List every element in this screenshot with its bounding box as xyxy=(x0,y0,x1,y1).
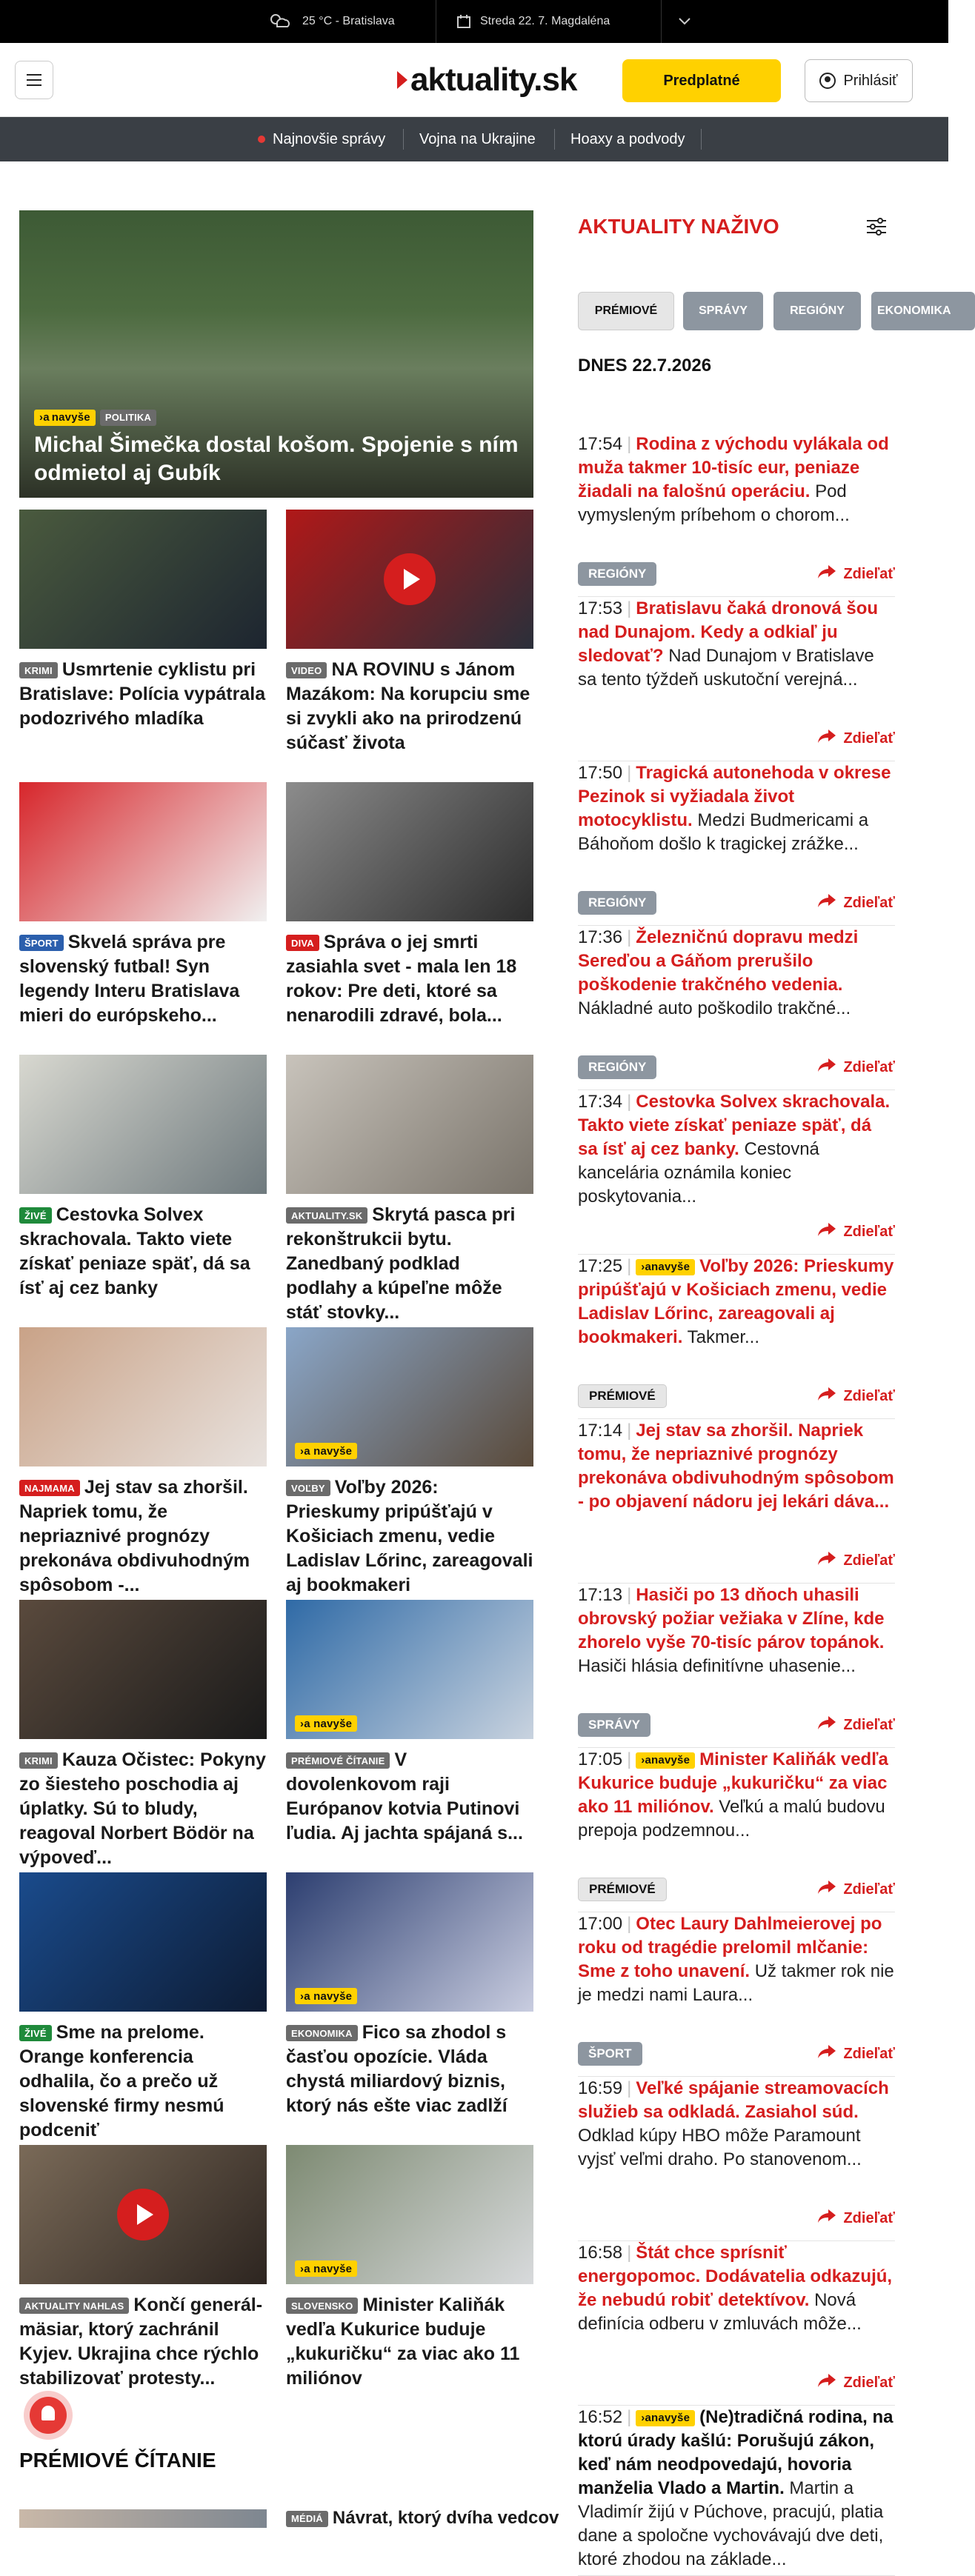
article-title: Voľby 2026: Prieskumy pripúšťajú v Košiciach zmenu, vedie Ladislav Lőrinc, zareagovali aj bookmakeri xyxy=(286,1477,533,1595)
date-widget xyxy=(456,0,610,43)
nav-item-ukraine[interactable]: Vojna na Ukrajine xyxy=(419,130,536,147)
share-button[interactable]: Zdieľať xyxy=(816,1549,895,1572)
share-icon xyxy=(816,728,837,749)
article-image xyxy=(286,1600,533,1739)
navyse-badge: ›a navyše xyxy=(295,2260,357,2277)
live-item[interactable]: 16:58 | Štát chce sprísniť energopomoc. Dodávatelia odkazujú, že nebudú robiť detektívov. Nová definícia odberu v zmluvách môže... Zdieľať xyxy=(578,2241,895,2406)
live-headline: Bratislavu čaká dronová šou nad Dunajom. Kedy a odkiaľ ju sledovať? xyxy=(578,598,879,666)
hamburger-icon xyxy=(27,74,41,76)
logo-chevron-icon xyxy=(397,71,407,89)
share-icon xyxy=(816,1221,837,1242)
calendar-icon xyxy=(456,14,471,29)
live-excerpt: Odklad kúpy HBO môže Paramount vyjsť veľmi draho. Po stanovenom... xyxy=(578,2126,862,2169)
article-title: Minister Kaliňák vedľa Kukurice buduje „kukuričku“ za viac ako 11 miliónov xyxy=(286,2295,520,2389)
article-card[interactable] xyxy=(19,782,267,1028)
live-excerpt: Martin a Vladimír žijú v Púchove, pracujú, platia dane a spoločne vychovávajú dve deti, ktoré zhodou na základe... xyxy=(578,2478,884,2569)
navyse-badge: ›a navyše xyxy=(295,1715,357,1732)
category-badge: ŠPORT xyxy=(19,935,64,951)
live-tag[interactable]: REGIÓNY xyxy=(578,1055,656,1079)
hero-article[interactable] xyxy=(19,210,533,498)
live-item[interactable]: 16:59 | Veľké spájanie streamovacích služieb sa odkladá. Zasiahol súd. Odklad kúpy HBO môže Paramount vyjsť veľmi draho. Po stanovenom... Zdieľať xyxy=(578,2077,895,2241)
article-card[interactable] xyxy=(19,510,267,731)
article-title: Končí generál-mäsiar, ktorý zachránil Kyjev. Ukrajina chce rýchlo stabilizovať protesty... xyxy=(19,2295,263,2389)
live-item[interactable]: 17:36 | Železničnú dopravu medzi Sereďou a Gáňom prerušilo poškodenie trakčného vedenia. Nákladné auto poškodilo trakčné... REGIÓNY Zdieľať xyxy=(578,926,895,1090)
live-excerpt: Pod vymysleným príbehom o chorom... xyxy=(578,481,850,525)
topbar-expand-button[interactable] xyxy=(679,0,691,43)
user-icon xyxy=(819,73,836,89)
live-time: 17:53 xyxy=(578,598,623,618)
share-icon xyxy=(816,1715,837,1735)
live-heading: AKTUALITY NAŽIVO xyxy=(578,215,779,238)
live-headline: Hasiči po 13 dňoch uhasili obrovský požiar vežiaka v Zlíne, kde zhorelo vyše 70-tisíc párov topánok. xyxy=(578,1585,885,1652)
article-title: Jej stav sa zhoršil. Napriek tomu, že nepriaznivé prognózy prekonáva obdivuhodným spôsobom -... xyxy=(19,1477,250,1595)
live-time: 17:25 xyxy=(578,1256,623,1276)
navyse-badge: ›a navyše xyxy=(34,410,96,426)
live-tag[interactable]: ŠPORT xyxy=(578,2042,642,2066)
navyse-badge: ›a navyše xyxy=(636,2410,695,2426)
live-dot-icon xyxy=(258,136,265,143)
article-card[interactable] xyxy=(19,1055,267,1301)
live-item[interactable]: 17:53 | Bratislavu čaká dronová šou nad Dunajom. Kedy a odkiaľ ju sledovať? Nad Dunajom v Bratislave sa tento týždeň uskutoční verejná... Zdieľať xyxy=(578,597,895,761)
chip-economy[interactable]: EKONOMIKA xyxy=(871,292,975,330)
article-title: Fico sa zhodol s časťou opozície. Vláda chystá miliardový biznis, ktorý nás ešte viac zadlží xyxy=(286,2022,508,2116)
article-card[interactable] xyxy=(19,2145,267,2391)
article-image xyxy=(19,510,267,649)
site-logo[interactable]: aktuality.sk xyxy=(397,61,578,99)
live-item[interactable]: 17:14 | Jej stav sa zhoršil. Napriek tomu, že nepriaznivé prognózy prekonáva obdivuhodným spôsobom - po objavení nádoru jej lekári dáva... Zdieľať xyxy=(578,1419,895,1584)
share-icon xyxy=(816,892,837,913)
live-headline: Cestovka Solvex skrachovala. Takto viete získať peniaze späť, dá sa ísť aj cez banky. xyxy=(578,1092,891,1159)
live-item[interactable]: 17:13 | Hasiči po 13 dňoch uhasili obrovský požiar vežiaka v Zlíne, kde zhorelo vyše 70-tisíc párov topánok. Hasiči hlásia definitívne uhasenie... SPRÁVY Zdieľať xyxy=(578,1584,895,1748)
live-time: 17:14 xyxy=(578,1421,623,1441)
category-badge: AKTUALITY NAHLAS xyxy=(19,2298,129,2314)
category-badge: VOĽBY xyxy=(286,1480,330,1496)
live-headline: Veľké spájanie streamovacích služieb sa odkladá. Zasiahol súd. xyxy=(578,2078,889,2122)
live-excerpt: Nová definícia odberu v zmluvách môže... xyxy=(578,2290,862,2334)
live-headline: Rodina z východu vylákala od muža takmer 10-tisíc eur, peniaze žiadali na falošnú operáciu. xyxy=(578,434,889,501)
live-excerpt: Už takmer rok nie je medzi nami Laura... xyxy=(578,1961,894,2005)
share-icon xyxy=(816,1386,837,1407)
article-title: V dovolenkovom raji Európanov kotvia Putinovi ľudia. Aj jachta spájaná s... xyxy=(286,1749,523,1843)
category-badge: POLITIKA xyxy=(100,410,156,426)
navyse-badge: ›a navyše xyxy=(295,1443,357,1459)
navyse-badge: ›a navyše xyxy=(295,1988,357,2004)
share-button[interactable]: Zdieľať xyxy=(816,1055,895,1079)
share-button[interactable]: Zdieľať xyxy=(816,1878,895,1901)
category-badge: DIVA xyxy=(286,935,319,951)
article-card[interactable] xyxy=(286,782,533,1028)
subscribe-button[interactable]: Predplatné xyxy=(622,59,781,102)
share-button[interactable]: Zdieľať xyxy=(816,1384,895,1408)
divider xyxy=(661,0,662,43)
navyse-badge: ›a navyše xyxy=(636,1259,695,1275)
weather-sun-icon xyxy=(267,10,293,33)
nav-item-hoaxes[interactable]: Hoaxy a podvody xyxy=(570,130,685,147)
divider xyxy=(403,129,404,150)
live-time: 16:59 xyxy=(578,2078,623,2098)
premium-section-title: PRÉMIOVÉ ČÍTANIE xyxy=(19,2449,216,2472)
category-badge: KRIMI xyxy=(19,662,58,678)
article-image xyxy=(19,1055,267,1194)
share-icon xyxy=(816,2043,837,2064)
category-badge: KRIMI xyxy=(19,1752,58,1769)
category-badge: VIDEO xyxy=(286,662,327,678)
live-headline: Minister Kaliňák vedľa Kukurice buduje „kukuričku“ za viac ako 11 miliónov. xyxy=(578,1749,888,1817)
article-title: Skrytá pasca pri rekonštrukcii bytu. Zanedbaný podklad podlahy a kúpeľne môže stáť stovky... xyxy=(286,1204,516,1323)
category-chips xyxy=(578,292,951,330)
divider xyxy=(554,129,555,150)
article-card[interactable] xyxy=(19,1327,267,1598)
live-excerpt: Medzi Budmericami a Báhoňom došlo k tragickej zrážke... xyxy=(578,810,869,854)
weather-widget[interactable] xyxy=(267,0,395,43)
play-icon[interactable] xyxy=(117,2189,169,2240)
article-card[interactable] xyxy=(286,2145,533,2391)
share-button[interactable]: Zdieľať xyxy=(816,1220,895,1244)
live-headline: Železničnú dopravu medzi Sereďou a Gáňom prerušilo poškodenie trakčného vedenia. xyxy=(578,927,859,995)
menu-button[interactable] xyxy=(15,61,53,99)
article-image xyxy=(19,2145,267,2284)
live-tag[interactable]: PRÉMIOVÉ xyxy=(578,1878,667,1901)
category-badge: SLOVENSKO xyxy=(286,2298,358,2314)
live-headline: (Ne)tradičná rodina, na ktorú úrady kašlú: Porušujú zákon, keď nám neodpovedajú, hovoria manželia Vlado a Martin. xyxy=(578,2407,894,2498)
category-badge: PRÉMIOVÉ ČÍTANIE xyxy=(286,1752,390,1769)
live-item[interactable]: 17:00 | Otec Laury Dahlmeierovej po roku od tragédie prelomil mlčanie: Sme z toho unavení. Už takmer rok nie je medzi nami Laura... ŠPORT Zdieľať xyxy=(578,1912,895,2077)
live-time: 17:13 xyxy=(578,1585,623,1605)
article-image xyxy=(286,782,533,921)
share-icon xyxy=(816,1879,837,1900)
site-header xyxy=(0,43,948,117)
article-image xyxy=(286,1327,533,1466)
live-item[interactable]: 17:54 | Rodina z východu vylákala od muža takmer 10-tisíc eur, peniaze žiadali na falošnú operáciu. Pod vymysleným príbehom o chorom... REGIÓNY Zdieľať xyxy=(578,433,895,597)
play-icon[interactable] xyxy=(384,553,436,605)
article-title: Skvelá správa pre slovenský futbal! Syn legendy Interu Bratislava mieri do európskeho... xyxy=(19,932,240,1026)
live-tag[interactable]: PRÉMIOVÉ xyxy=(578,1384,667,1408)
share-icon xyxy=(816,2208,837,2229)
share-icon xyxy=(816,1550,837,1571)
live-time: 16:58 xyxy=(578,2243,623,2263)
category-badge: ŽIVÉ xyxy=(19,1207,52,1224)
chevron-down-icon xyxy=(679,18,691,25)
divider xyxy=(701,129,702,150)
live-excerpt: Cestovná kancelária oznámila koniec poskytovania... xyxy=(578,1139,819,1207)
category-badge: NAJMAMA xyxy=(19,1480,80,1496)
nav-item-latest[interactable]: Najnovšie správy xyxy=(258,117,385,161)
article-title: Kauza Očistec: Pokyny zo šiesteho poschodia aj úplatky. Sú to bludy, reagoval Norbert Bödör na výpoveď... xyxy=(19,1749,266,1868)
article-card[interactable] xyxy=(286,1055,533,1325)
article-image xyxy=(19,1327,267,1466)
chip-news[interactable]: SPRÁVY xyxy=(683,292,763,330)
category-badge: ŽIVÉ xyxy=(19,2025,52,2041)
live-time: 17:54 xyxy=(578,434,623,454)
share-button[interactable]: Zdieľať xyxy=(816,2042,895,2066)
live-excerpt: Nákladné auto poškodilo trakčné... xyxy=(578,998,851,1018)
share-icon xyxy=(816,2372,837,2393)
share-button[interactable]: Zdieľať xyxy=(816,1713,895,1737)
live-item[interactable]: 17:05 | ›a navyše Minister Kaliňák vedľa Kukurice buduje „kukuričku“ za viac ako 11 miliónov. Veľkú a malú budovu prepoja podzemnou... PRÉMIOVÉ Zdieľať xyxy=(578,1748,895,1912)
live-item[interactable]: 17:50 | Tragická autonehoda v okrese Pezinok si vyžiadala život motocyklistu. Medzi Budmericami a Báhoňom došlo k tragickej zrážke... REGIÓNY Zdieľať xyxy=(578,761,895,926)
chip-premium[interactable]: PRÉMIOVÉ xyxy=(578,292,674,330)
share-icon xyxy=(816,564,837,584)
premium-teaser-image[interactable] xyxy=(19,2509,267,2528)
article-image xyxy=(19,1600,267,1739)
article-card[interactable] xyxy=(19,1872,267,2143)
category-badge: AKTUALITY.SK xyxy=(286,1207,367,1224)
live-excerpt: Nad Dunajom v Bratislave sa tento týždeň uskutoční verejná... xyxy=(578,646,874,690)
article-card[interactable] xyxy=(286,1600,533,1846)
top-info-bar xyxy=(0,0,948,43)
article-image xyxy=(19,1872,267,2012)
live-tag[interactable]: REGIÓNY xyxy=(578,891,656,915)
login-button[interactable]: Prihlásiť xyxy=(805,59,913,102)
main-navigation xyxy=(0,117,948,161)
live-item[interactable]: 16:52 | ›a navyše (Ne)tradičná rodina, na ktorú úrady kašlú: Porušujú zákon, keď nám neodpovedajú, hovoria manželia Vlado a Martin. Martin a Vladimír žijú v Púchove, pracujú, platia dane a spoločne vychovávajú dve deti, ktoré zhodou na základe... xyxy=(578,2406,895,2576)
chip-regions[interactable]: REGIÓNY xyxy=(773,292,861,330)
live-time: 17:36 xyxy=(578,927,623,947)
hero-title: ›a navyše POLITIKA Michal Šimečka dostal košom. Spojenie s ním odmietol aj Gubík xyxy=(34,411,519,485)
article-image xyxy=(19,782,267,921)
live-headline: Otec Laury Dahlmeierovej po roku od tragédie prelomil mlčanie: Sme z toho unavení. xyxy=(578,1914,882,1981)
live-tag[interactable]: SPRÁVY xyxy=(578,1713,650,1737)
article-image xyxy=(286,2145,533,2284)
article-title: Správa o jej smrti zasiahla svet - mala len 18 rokov: Pre deti, ktoré sa nenarodili zdravé, bola... xyxy=(286,932,517,1026)
live-time: 17:34 xyxy=(578,1092,623,1112)
share-button[interactable]: Zdieľať xyxy=(816,562,895,586)
weather-text: 25 °C - Bratislava xyxy=(302,15,395,27)
article-title: Cestovka Solvex skrachovala. Takto viete získať peniaze späť, dá sa ísť aj cez banky xyxy=(19,1204,250,1298)
share-button[interactable]: Zdieľať xyxy=(816,727,895,750)
date-text: Streda 22. 7. Magdaléna xyxy=(480,15,610,27)
live-excerpt: Hasiči hlásia definitívne uhasenie... xyxy=(578,1656,856,1676)
live-date: DNES 22.7.2026 xyxy=(578,356,712,376)
filter-settings-icon[interactable] xyxy=(867,218,886,236)
share-icon xyxy=(816,1057,837,1078)
article-card[interactable] xyxy=(286,1327,533,1598)
article-card[interactable] xyxy=(19,1600,267,1870)
live-tag[interactable]: REGIÓNY xyxy=(578,562,656,586)
navyse-badge: ›a navyše xyxy=(636,1752,695,1769)
live-time: 17:05 xyxy=(578,1749,623,1769)
category-badge: EKONOMIKA xyxy=(286,2025,358,2041)
live-excerpt: Veľkú a malú budovu prepoja podzemnou... xyxy=(578,1797,885,1841)
notification-bell-icon[interactable] xyxy=(30,2397,67,2434)
article-image xyxy=(286,1872,533,2012)
article-card[interactable] xyxy=(286,1872,533,2118)
article-title: Sme na prelome. Orange konferencia odhalila, čo a prečo už slovenské firmy nesmú podceniť xyxy=(19,2022,224,2140)
live-headline: Jej stav sa zhoršil. Napriek tomu, že nepriaznivé prognózy prekonáva obdivuhodným spôsobom - po objavení nádoru jej lekári dáva... xyxy=(578,1421,894,1512)
live-headline: Voľby 2026: Prieskumy pripúšťajú v Košiciach zmenu, vedie Ladislav Lőrinc, zareagovali aj bookmakeri. xyxy=(578,1256,894,1347)
article-image xyxy=(286,1055,533,1194)
article-image xyxy=(286,510,533,649)
live-item[interactable]: 17:25 | ›a navyše Voľby 2026: Prieskumy pripúšťajú v Košiciach zmenu, vedie Ladislav Lőrinc, zareagovali aj bookmakeri. Takmer... PRÉMIOVÉ Zdieľať xyxy=(578,1255,895,1419)
share-button[interactable]: Zdieľať xyxy=(816,891,895,915)
live-time: 17:00 xyxy=(578,1914,623,1934)
article-title: NA ROVINU s Jánom Mazákom: Na korupciu sme si zvykli ako na prirodzenú súčasť života xyxy=(286,659,530,753)
live-headline: Tragická autonehoda v okrese Pezinok si vyžiadala život motocyklistu. xyxy=(578,763,891,830)
live-item[interactable]: 17:34 | Cestovka Solvex skrachovala. Takto viete získať peniaze späť, dá sa ísť aj cez banky. Cestovná kancelária oznámila koniec poskytovania... Zdieľať xyxy=(578,1090,895,1255)
premium-teaser[interactable]: MÉDIÁ Návrat, ktorý dvíha vedcov xyxy=(286,2508,559,2529)
share-button[interactable]: Zdieľať xyxy=(816,2206,895,2230)
live-headline: Štát chce sprísniť energopomoc. Dodávatelia odkazujú, že nebudú robiť detektívov. xyxy=(578,2243,893,2310)
live-time: 16:52 xyxy=(578,2407,623,2427)
share-button[interactable]: Zdieľať xyxy=(816,2371,895,2395)
live-time: 17:50 xyxy=(578,763,623,783)
live-excerpt: Takmer... xyxy=(687,1327,759,1347)
article-card[interactable] xyxy=(286,510,533,755)
article-title: Usmrtenie cyklistu pri Bratislave: Polícia vypátrala podozrivého mladíka xyxy=(19,659,266,729)
